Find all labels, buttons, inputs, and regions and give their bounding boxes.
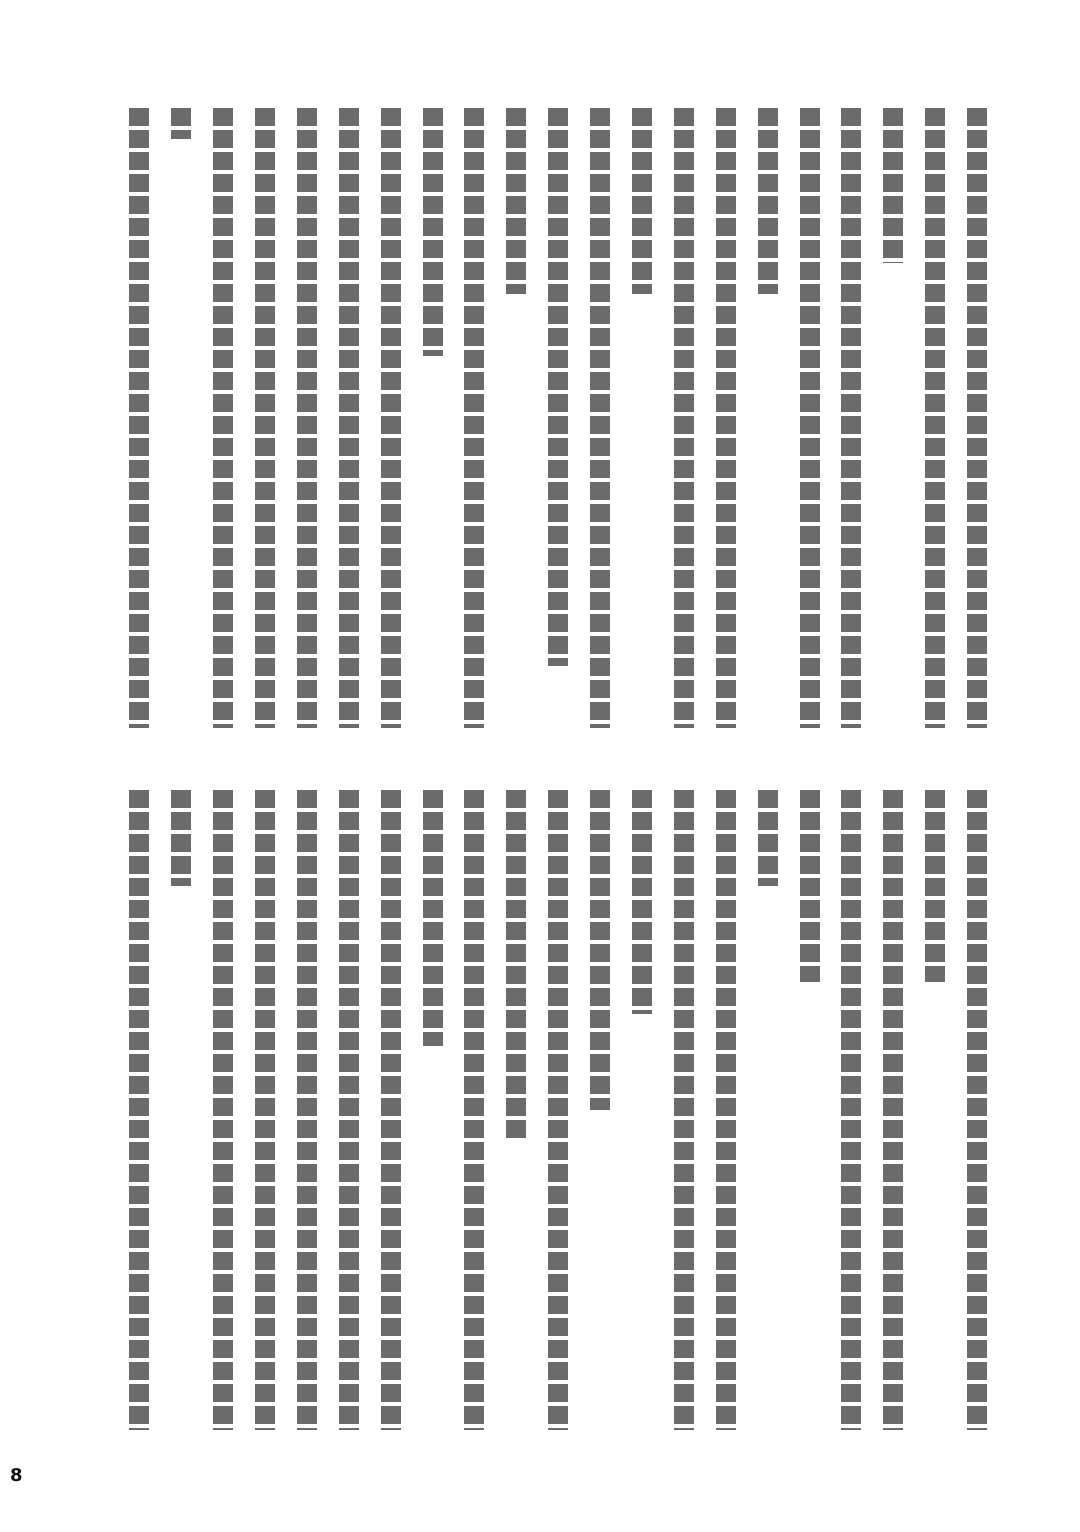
text-line-placeholder [758, 108, 778, 294]
text-column [579, 108, 621, 728]
text-line-placeholder [716, 790, 736, 1430]
text-line-placeholder [297, 790, 317, 1430]
text-line-placeholder [255, 790, 275, 1430]
text-column [705, 790, 747, 1430]
text-line-placeholder [381, 108, 401, 728]
text-column [328, 790, 370, 1430]
text-line-placeholder [674, 108, 694, 728]
text-column [453, 108, 495, 728]
text-line-placeholder [674, 790, 694, 1430]
text-line-placeholder [213, 108, 233, 728]
text-column [872, 108, 914, 728]
text-column [537, 108, 579, 728]
text-line-placeholder [129, 790, 149, 1430]
text-line-placeholder [967, 108, 987, 728]
text-column [244, 108, 286, 728]
text-column [956, 790, 998, 1430]
text-line-placeholder [590, 108, 610, 728]
text-column [286, 108, 328, 728]
text-line-placeholder [632, 790, 652, 1014]
text-line-placeholder [800, 790, 820, 982]
text-line-placeholder [464, 108, 484, 728]
text-column [160, 108, 202, 728]
text-column [914, 108, 956, 728]
text-column [579, 790, 621, 1430]
text-line-placeholder [548, 790, 568, 1430]
text-line-placeholder [632, 108, 652, 294]
text-column [453, 790, 495, 1430]
text-block-top [118, 108, 998, 728]
text-column [495, 108, 537, 728]
text-line-placeholder [506, 790, 526, 1142]
text-line-placeholder [841, 790, 861, 1430]
text-line-placeholder [548, 108, 568, 666]
text-line-placeholder [171, 108, 191, 139]
text-line-placeholder [506, 108, 526, 294]
text-column [621, 790, 663, 1430]
text-line-placeholder [423, 108, 443, 356]
text-line-placeholder [758, 790, 778, 886]
text-line-placeholder [339, 108, 359, 728]
text-column [202, 790, 244, 1430]
text-line-placeholder [423, 790, 443, 1046]
text-line-placeholder [339, 790, 359, 1430]
text-column [621, 108, 663, 728]
text-line-placeholder [381, 790, 401, 1430]
text-column [118, 108, 160, 728]
text-line-placeholder [213, 790, 233, 1430]
text-column [412, 790, 454, 1430]
text-column [789, 108, 831, 728]
text-line-placeholder [925, 790, 945, 982]
text-line-placeholder [800, 108, 820, 728]
text-column [956, 108, 998, 728]
text-column [244, 790, 286, 1430]
text-line-placeholder [297, 108, 317, 728]
text-column [160, 790, 202, 1430]
text-line-placeholder [590, 790, 610, 1110]
text-column [705, 108, 747, 728]
text-column [663, 790, 705, 1430]
text-column [370, 790, 412, 1430]
text-line-placeholder [967, 790, 987, 1430]
text-line-placeholder [464, 790, 484, 1430]
text-line-placeholder [255, 108, 275, 728]
text-line-placeholder [129, 108, 149, 728]
text-column [202, 108, 244, 728]
text-block-bottom [118, 790, 998, 1430]
text-column [747, 790, 789, 1430]
text-column [370, 108, 412, 728]
text-column [872, 790, 914, 1430]
text-line-placeholder [171, 790, 191, 886]
text-column [830, 108, 872, 728]
page-number: 8 [10, 1465, 23, 1486]
text-column [789, 790, 831, 1430]
text-line-placeholder [883, 790, 903, 1430]
text-column [118, 790, 160, 1430]
text-column [412, 108, 454, 728]
text-column [663, 108, 705, 728]
text-column [495, 790, 537, 1430]
text-line-placeholder [883, 108, 903, 263]
text-line-placeholder [925, 108, 945, 728]
text-line-placeholder [841, 108, 861, 728]
text-column [328, 108, 370, 728]
text-column [747, 108, 789, 728]
text-column [537, 790, 579, 1430]
text-column [830, 790, 872, 1430]
text-column [914, 790, 956, 1430]
text-line-placeholder [716, 108, 736, 728]
text-column [286, 790, 328, 1430]
